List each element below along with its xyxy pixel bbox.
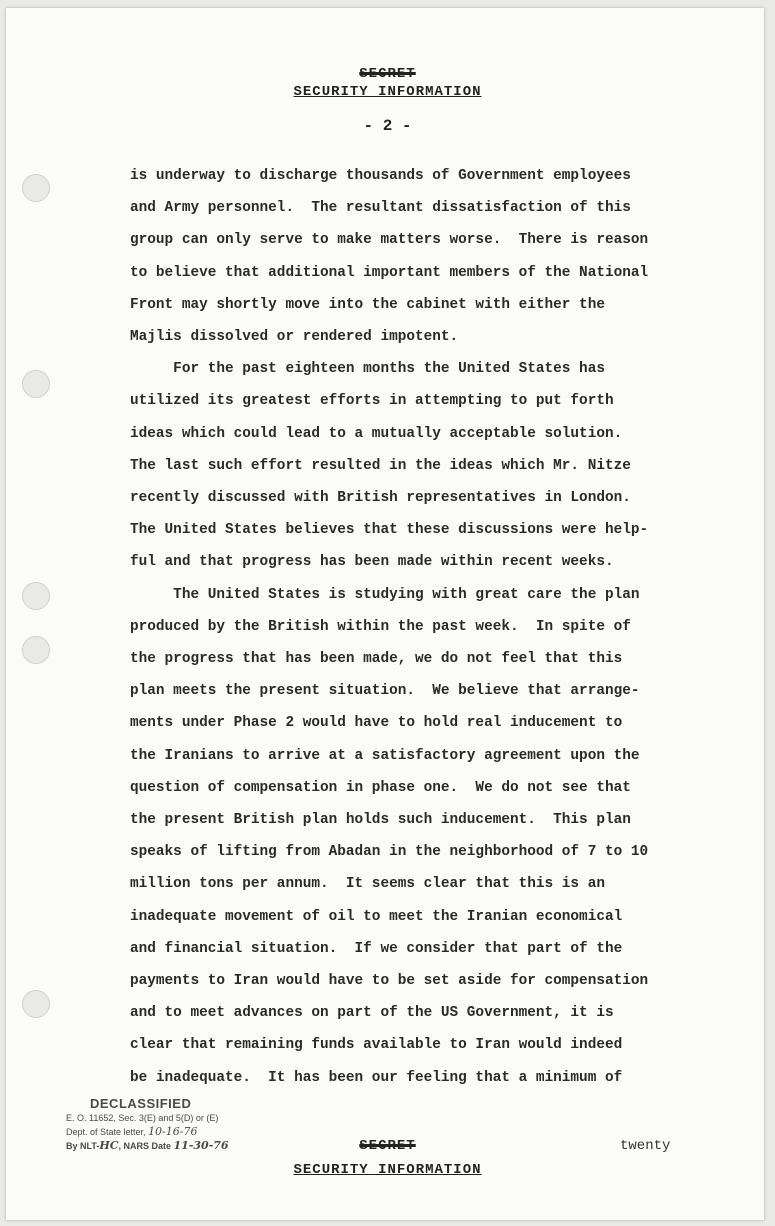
footer-classification-struck: SECRET	[359, 1138, 416, 1154]
punch-hole	[22, 582, 50, 610]
body-line: and financial situation. If we consider that part of the	[130, 940, 623, 957]
body-line: Front may shortly move into the cabinet with either the	[130, 296, 605, 313]
body-line: clear that remaining funds available to Iran would indeed	[130, 1037, 623, 1054]
stamp-letter-date: 10-16-76	[148, 1125, 198, 1138]
punch-hole	[22, 990, 50, 1018]
body-line: The last such effort resulted in the ideas which Mr. Nitze	[130, 457, 631, 474]
body-line: payments to Iran would have to be set aside for compensation	[130, 973, 649, 990]
body-line: plan meets the present situation. We believe that arrange-	[130, 683, 640, 700]
body-line: to believe that additional important members of the National	[130, 264, 649, 281]
footer-security-information: SECURITY INFORMATION	[293, 1162, 482, 1178]
body-line: question of compensation in phase one. We do not see that	[130, 779, 631, 796]
body-line: group can only serve to make matters worse. There is reason	[130, 232, 649, 249]
body-line: the Iranians to arrive at a satisfactory agreement upon the	[130, 747, 640, 764]
body-line: recently discussed with British representatives in London.	[130, 490, 631, 507]
body-line: ments under Phase 2 would have to hold real inducement to	[130, 715, 623, 732]
body-line: ful and that progress has been made within recent weeks.	[130, 554, 614, 571]
security-information-header: SECURITY INFORMATION	[293, 84, 482, 100]
body-line: produced by the British within the past week. In spite of	[130, 618, 631, 635]
stamp-letter: Dept. of State letter, 10-16-76	[66, 1125, 198, 1138]
stamp-nars-date: 11-30-76	[173, 1139, 229, 1152]
punch-hole	[22, 370, 50, 398]
body-line: ideas which could lead to a mutually acceptable solution.	[130, 425, 623, 442]
body-text	[130, 160, 720, 1094]
punch-hole	[22, 636, 50, 664]
body-line: be inadequate. It has been our feeling that a minimum of	[130, 1069, 623, 1086]
body-line: speaks of lifting from Abadan in the neighborhood of 7 to 10	[130, 844, 649, 861]
page-number: - 2 -	[363, 117, 412, 135]
body-line: and to meet advances on part of the US Government, it is	[130, 1005, 614, 1022]
body-line: For the past eighteen months the United States has	[130, 361, 605, 378]
stamp-title: DECLASSIFIED	[90, 1096, 192, 1111]
body-line: inadequate movement of oil to meet the Iranian economical	[130, 908, 623, 925]
body-line: is underway to discharge thousands of Government employees	[130, 168, 631, 184]
stamp-authority: E. O. 11652, Sec. 3(E) and 5(D) or (E)	[66, 1113, 219, 1123]
body-line: the progress that has been made, we do not feel that this	[130, 651, 623, 668]
classification-struck: SECRET	[359, 66, 416, 82]
body-line: The United States believes that these discussions were help-	[130, 522, 649, 539]
body-line: and Army personnel. The resultant dissatisfaction of this	[130, 200, 631, 217]
body-line: The United States is studying with great care the plan	[130, 586, 640, 603]
punch-hole	[22, 174, 50, 202]
folio-word: twenty	[620, 1138, 671, 1154]
body-line: utilized its greatest efforts in attempting to put forth	[130, 393, 614, 410]
stamp-initials: HC	[99, 1139, 119, 1152]
stamp-by: By NLT-HC, NARS Date 11-30-76	[66, 1139, 229, 1152]
body-line: Majlis dissolved or rendered impotent.	[130, 329, 459, 346]
body-line: million tons per annum. It seems clear that this is an	[130, 876, 605, 893]
body-line: the present British plan holds such inducement. This plan	[130, 812, 631, 829]
